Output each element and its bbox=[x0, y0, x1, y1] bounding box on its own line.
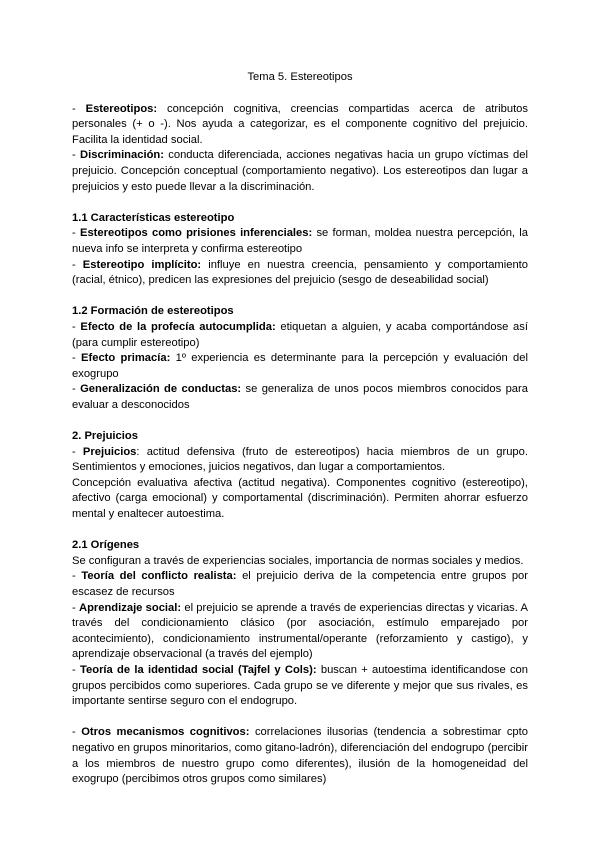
list-item bbox=[72, 226, 528, 257]
paragraph: Concepción evaluativa afectiva (actitud negativa). Componentes cognitivo (estereotipo), afectivo (carga emocional) y comportamental (discriminación). Permiten ahorrar esfuerzo mental y enaltecer autoestima. bbox=[72, 476, 528, 521]
definition-text: el prejuicio deriva de la competencia entre grupos por escasez de recursos bbox=[72, 570, 528, 598]
definition-text: : actitud defensiva (fruto de estereotipos) hacia miembros de un grupo. Sentimientos y emociones, juicios negativos, dan lugar a comportamientos. bbox=[72, 445, 528, 474]
list-item bbox=[72, 663, 528, 710]
term-label: Estereotipo implícito: bbox=[82, 258, 202, 271]
section-heading-2: 2. Prejuicios bbox=[72, 430, 138, 443]
list-item bbox=[72, 569, 528, 600]
section-heading-1-2: 1.2 Formación de estereotipos bbox=[72, 305, 234, 318]
definition-discriminacion bbox=[72, 148, 528, 195]
list-bullet: - bbox=[72, 258, 83, 271]
term-label: Aprendizaje social: bbox=[78, 601, 182, 614]
paragraph: Se configuran a través de experiencias sociales, importancia de normas sociales y medios. bbox=[72, 554, 524, 567]
list-bullet: - bbox=[72, 102, 86, 115]
term-label: Otros mecanismos cognitivos: bbox=[81, 726, 250, 739]
term-label: Discriminación: bbox=[80, 149, 164, 162]
page-title: Tema 5. Estereotipos bbox=[247, 71, 353, 83]
definition-text: etiquetan a alguien, y acaba comportándose así (para cumplir estereotipo) bbox=[72, 320, 528, 349]
definition-text: buscan + autoestima identificandose con grupos percibidos como superiores. Cada grupo se ve diferente y mejor que sus rivales, es importante sentirse seguro con el endogrupo. bbox=[72, 663, 528, 708]
term-label: Generalización de conductas: bbox=[80, 383, 242, 396]
list-bullet: - bbox=[72, 383, 81, 396]
term-label: Efecto de la profecía autocumplida: bbox=[80, 320, 276, 333]
term-label: Teoría de la identidad social (Tajfel y Cols): bbox=[80, 663, 317, 676]
list-bullet: - bbox=[72, 570, 82, 583]
list-item bbox=[72, 601, 528, 663]
list-item bbox=[72, 725, 528, 787]
definition-text: correlaciones ilusorias (tendencia a sobrestimar cpto negativo en grupos minoritarios, como gitano-ladrón), diferenciación del endogrupo (percibir a los miembros de nuestro grupo como diferentes), ilusión de la homogeneidad del exogrupo (percibimos otros grupos como similares) bbox=[72, 726, 528, 786]
list-item bbox=[72, 382, 528, 413]
definition-text: se forman, moldea nuestra percepción, la nueva info se interpreta y confirma estereotipo bbox=[72, 227, 528, 255]
list-bullet: - bbox=[72, 352, 82, 365]
definition-text: 1º experiencia es determinante para la percepción y evaluación del exogrupo bbox=[72, 352, 528, 380]
list-item bbox=[72, 445, 528, 476]
list-bullet: - bbox=[72, 726, 82, 739]
list-bullet: - bbox=[72, 320, 81, 333]
term-label: Estereotipos: bbox=[85, 102, 158, 115]
term-label: Efecto primacía: bbox=[81, 352, 171, 365]
definition-text: influye en nuestra creencia, pensamiento y comportamiento (racial, étnico), predicen las expresiones del prejuicio (sesgo de deseabilidad social) bbox=[72, 258, 528, 287]
term-label: Teoría del conflicto realista: bbox=[81, 570, 237, 583]
definition-text: concepción cognitiva, creencias compartidas acerca de atributos personales (+ o -). Nos ayuda a categorizar, es el componente cognitivo del prejuicio. Facilita la identidad social. bbox=[72, 102, 528, 146]
definition-text: conducta diferenciada, acciones negativas hacia un grupo víctimas del prejuicio. Concepción conceptual (comportamiento negativo). Los estereotipos dan lugar a prejuicios y esto puede llevar a la discriminación. bbox=[72, 149, 528, 193]
list-bullet: - bbox=[72, 445, 83, 458]
section-heading-2-1: 2.1 Orígenes bbox=[72, 539, 140, 552]
list-item bbox=[72, 258, 528, 289]
definition-estereotipos bbox=[72, 102, 528, 149]
document-page bbox=[72, 70, 528, 788]
list-bullet: - bbox=[72, 601, 79, 614]
section-heading-1-1: 1.1 Características estereotipo bbox=[72, 211, 235, 224]
list-item bbox=[72, 320, 528, 351]
list-item bbox=[72, 351, 528, 382]
list-bullet: - bbox=[72, 227, 80, 240]
list-bullet: - bbox=[72, 663, 81, 676]
term-label: Estereotipos como prisiones inferenciales: bbox=[79, 227, 313, 240]
definition-text: se generaliza de unos pocos miembros conocidos para evaluar a desconocidos bbox=[72, 383, 528, 411]
definition-text: el prejuicio se aprende a través de experiencias directas y vicarias. A través del condicionamiento clásico (por asociación, estímulo emparejado por acontecimiento), condicionamiento instrumental/operante (reforzamiento y castigo), y aprendizaje observacional (a través del ejemplo) bbox=[72, 601, 528, 661]
list-bullet: - bbox=[72, 149, 81, 162]
term-label: Prejuicios bbox=[82, 445, 137, 458]
